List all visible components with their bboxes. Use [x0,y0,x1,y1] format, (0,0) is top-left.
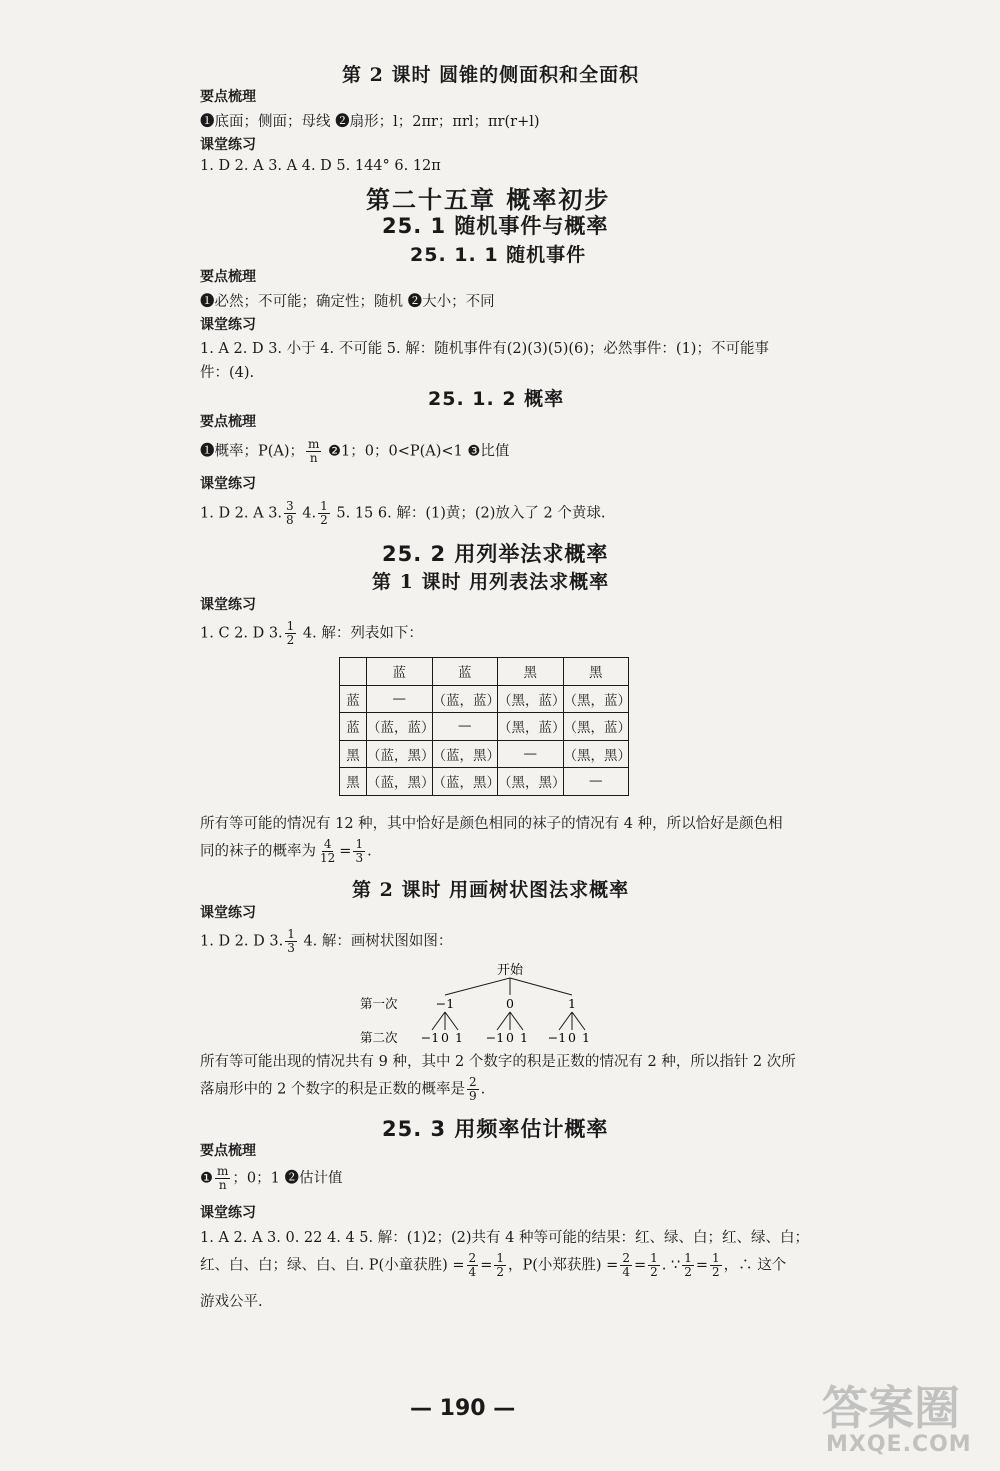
conclusion-line1: 所有等可能的情况有 12 种，其中恰好是颜色相同的袜子的情况有 4 种，所以恰好是颜色相 [200,816,783,832]
practice-answers-line1: 1. A 2. D 3. 小于 4. 不可能 5. 解：随机事件有(2)(3)(5)(6)；必然事件：(1)；不可能事 [200,341,769,357]
tree-conclusion-line1: 所有等可能出现的情况共有 9 种，其中 2 个数字的积是正数的情况有 2 种，所以指针 2 次所 [200,1054,796,1070]
text-segment: 落扇形中的 2 个数字的积是正数的概率是 [200,1081,465,1098]
practice-answers [200,500,605,527]
fraction [648,1252,660,1279]
practice-answers-line3: 游戏公平. [200,1294,263,1310]
table-cell: （黑，蓝） [498,713,564,741]
section-title-25-1: 25. 1 随机事件与概率 [382,214,609,238]
tree-branch [510,1012,523,1030]
table-cell: 黑 [340,740,367,768]
tree-node: 1 [520,1030,528,1045]
tree-branch [497,1012,510,1030]
table-row [340,768,629,796]
text-segment: 1. D 2. A 3. [200,505,283,522]
label-practice: 课堂练习 [200,597,256,613]
label-practice: 课堂练习 [200,905,256,921]
fraction-numerator: 3 [286,499,294,513]
tree-root-label: 开始 [496,963,524,978]
fraction [318,500,330,527]
table-cell: （黑，黑） [498,768,564,796]
table-row [340,740,629,768]
fraction [353,838,365,865]
practice-answers [200,620,423,647]
watermark-site: MXQE.COM [826,1432,972,1457]
table-row [340,685,629,713]
table-cell: 蓝 [340,713,367,741]
section-title-25-1-1: 25. 1. 1 随机事件 [410,244,587,266]
lesson-title-tree: 第 2 课时 用画树状图法求概率 [352,879,630,901]
table-cell: — [563,768,629,796]
fraction-numerator: 1 [355,837,364,851]
label-key-points: 要点梳理 [200,1143,256,1159]
table-cell: （黑，蓝） [498,685,564,713]
text-segment: ，∴ 这个 [723,1257,787,1274]
table-cell: — [498,740,564,768]
fraction-denominator: 2 [712,1265,720,1279]
table-cell: （蓝，黑） [367,740,433,768]
tree-node: −1 [485,1030,505,1045]
watermark-logo: 答案圈 [822,1381,960,1435]
fraction-denominator: 3 [287,941,295,955]
tree-node: 0 [441,1030,449,1045]
label-key-points: 要点梳理 [200,414,256,430]
text-segment: 1. C 2. D 3. [200,625,283,642]
text-segment: ；0；1 ❷估计值 [232,1170,343,1187]
text-segment: 4. 解：列表如下： [298,625,423,642]
tree-node: 1 [582,1030,590,1045]
fraction [467,1252,479,1279]
fraction-denominator: 12 [320,851,336,865]
fraction-denominator: 8 [286,513,294,527]
text-segment: . [480,1081,486,1098]
tree-branch [559,1012,572,1030]
fraction-denominator: 3 [355,851,364,865]
tree-node: 0 [506,996,514,1011]
fraction-numerator: 1 [496,1251,504,1265]
tree-node: −1 [547,1030,567,1045]
text-segment: = [633,1257,647,1274]
conclusion-line2 [200,838,372,865]
tree-conclusion-line2 [200,1076,485,1103]
chapter-title: 第二十五章 概率初步 [366,186,611,214]
fraction-numerator: 1 [286,619,295,633]
fraction-numerator: 1 [287,927,295,941]
section-title-25-1-2: 25. 1. 2 概率 [428,388,565,410]
text-segment: . [367,843,372,860]
fraction-denominator: 4 [622,1265,630,1279]
table-cell: （黑，黑） [563,740,629,768]
label-practice: 课堂练习 [200,476,256,492]
tree-level1-label: 第一次 [360,996,398,1011]
fraction-denominator: 9 [468,1089,477,1103]
lesson-title-table: 第 1 课时 用列表法求概率 [372,571,610,593]
table-row [340,713,629,741]
section-title-25-3: 25. 3 用频率估计概率 [382,1117,609,1141]
text-segment: 1. D 2. D 3. [200,933,284,950]
table-cell [340,658,367,686]
text-segment: 4. 解：画树状图如图： [298,933,453,950]
table-cell: （黑，蓝） [563,685,629,713]
fraction-numerator: m [217,1164,229,1178]
fraction-numerator: 2 [622,1251,630,1265]
fraction [285,620,297,647]
text-segment: 5. 15 6. 解：(1)黄；(2)放入了 2 个黄球. [331,505,606,522]
fraction [710,1252,722,1279]
text-segment: ，P(小郑获胜) = [507,1257,619,1274]
fraction-numerator: 2 [468,1251,477,1265]
table-cell: — [367,685,433,713]
fraction [284,500,296,527]
text-segment: = [480,1257,493,1274]
fraction [467,1076,479,1103]
tree-node: 0 [506,1030,514,1045]
text-segment: ❶ [200,1170,213,1187]
text-segment: ❷1；0；0<P(A)<1 ❸比值 [323,443,510,460]
table-cell: （黑，蓝） [563,713,629,741]
tree-branch [572,1012,585,1030]
practice-answers-line1: 1. A 2. A 3. 0. 22 4. 4 5. 解：(1)2；(2)共有 4 种等可能的结果：红、绿、白；红、绿、白； [200,1230,809,1246]
fraction-denominator: 2 [496,1265,504,1279]
fraction-denominator: 2 [286,633,295,647]
fraction-denominator: 2 [650,1265,658,1279]
table-cell: （蓝，黑） [432,768,498,796]
label-practice: 课堂练习 [200,137,256,153]
table-cell: （蓝，黑） [432,740,498,768]
fraction [682,1252,694,1279]
fraction-denominator: 2 [320,513,328,527]
fraction [215,1165,230,1192]
table-cell: （蓝，黑） [367,768,433,796]
text-segment: = [695,1257,709,1274]
label-practice: 课堂练习 [200,317,256,333]
fraction-numerator: 2 [468,1075,477,1089]
label-practice: 课堂练习 [200,1205,256,1221]
probability-table [339,657,629,796]
fraction [318,838,337,865]
key-points-text: ❶必然；不可能；确定性；随机 ❷大小；不同 [200,294,495,310]
practice-answers-line2: 件：(4). [200,365,255,381]
tree-node: 1 [455,1030,463,1045]
fraction-denominator: n [309,451,318,465]
table-cell: 蓝 [340,685,367,713]
page-number: — 190 — [410,1396,516,1421]
label-key-points: 要点梳理 [200,89,256,105]
table-cell: 蓝 [367,658,433,686]
tree-diagram [360,960,620,1048]
table-cell: （蓝，蓝） [367,713,433,741]
lesson-title-cone: 第 2 课时 圆锥的侧面积和全面积 [342,64,640,86]
tree-branch [445,978,510,995]
tree-node: −1 [435,996,455,1011]
fraction-denominator: 2 [684,1265,692,1279]
key-points-text: ❶底面；侧面；母线 ❷扇形；l；2πr；πrl；πr(r+l) [200,114,540,130]
practice-answers-line2 [200,1252,786,1279]
text-segment: ❶概率；P(A)； [200,443,305,460]
table-cell: 黑 [563,658,629,686]
tree-branch [432,1012,445,1030]
fraction-numerator: 1 [320,499,328,513]
text-segment: . ∵ [661,1257,681,1274]
fraction-numerator: 1 [712,1251,720,1265]
text-segment: = [339,843,352,860]
table-cell: 蓝 [432,658,498,686]
fraction [494,1252,506,1279]
fraction-numerator: 1 [684,1251,692,1265]
section-title-25-2: 25. 2 用列举法求概率 [382,542,609,566]
table-header-row [340,658,629,686]
table-cell: （蓝，蓝） [432,685,498,713]
fraction-denominator: 4 [468,1265,477,1279]
table-cell: — [432,713,498,741]
key-points-text [200,438,509,465]
tree-branch [445,1012,458,1030]
key-points-text [200,1165,342,1192]
fraction [620,1252,632,1279]
fraction-numerator: 1 [650,1251,658,1265]
tree-branch [510,978,572,995]
text-segment: 4. [297,505,317,522]
fraction [285,928,297,955]
text-segment: 红、白、白；绿、白、白. P(小童获胜) = [200,1257,465,1274]
text-segment: 同的袜子的概率为 [200,843,316,860]
tree-node: 0 [568,1030,576,1045]
practice-answers: 1. D 2. A 3. A 4. D 5. 144° 6. 12π [200,158,441,174]
fraction [306,438,321,465]
table-cell: 黑 [340,768,367,796]
fraction-numerator: 4 [323,837,332,851]
label-key-points: 要点梳理 [200,269,256,285]
tree-node: 1 [568,996,576,1011]
tree-level2-label: 第二次 [360,1030,398,1045]
practice-answers [200,928,452,955]
fraction-denominator: n [218,1178,227,1192]
tree-node: −1 [420,1030,440,1045]
fraction-numerator: m [308,437,320,451]
table-cell: 黑 [498,658,564,686]
